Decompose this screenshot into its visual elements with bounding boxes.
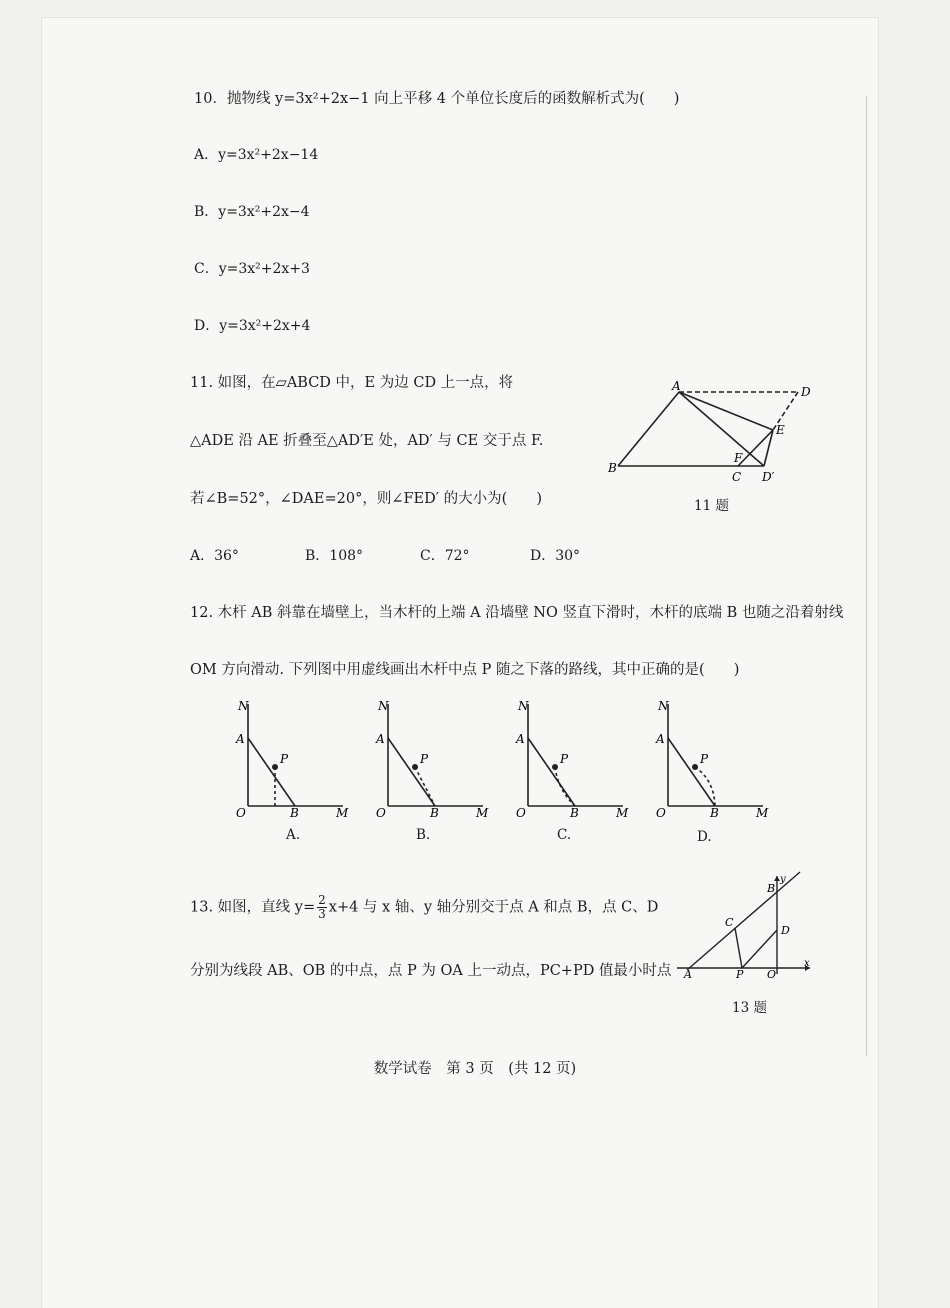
q11-figure xyxy=(606,380,826,510)
q11-option-a[interactable]: A．36° xyxy=(190,548,239,564)
figure-label-n: N xyxy=(238,699,249,713)
figure-label-b: B xyxy=(430,806,439,820)
q11-label-A: A xyxy=(672,380,681,393)
q12-option-d[interactable]: D. xyxy=(697,829,712,845)
figure-label-a: A xyxy=(236,732,245,746)
q11-label-B: B xyxy=(608,461,617,475)
figure-label-p: P xyxy=(700,752,709,766)
figure-label-y: y xyxy=(780,874,786,885)
page-footer: 数学试卷 第 3 页 (共 12 页) xyxy=(373,1061,577,1077)
q12-option-a[interactable]: A. xyxy=(286,827,301,843)
figure-label-b: B xyxy=(570,806,579,820)
figure-label-o: O xyxy=(767,968,777,980)
q11-line2: △ADE 沿 AE 折叠至△AD′E 处，AD′ 与 CE 交于点 F. xyxy=(190,433,544,449)
q11-option-c[interactable]: C．72° xyxy=(420,548,470,564)
q10-stem: 10．抛物线 y=3x²+2x−1 向上平移 4 个单位长度后的函数解析式为( ) xyxy=(194,91,680,107)
figure-label-c: C xyxy=(725,916,734,929)
figure-label-m: M xyxy=(336,806,349,820)
q10-option-b[interactable]: B．y=3x²+2x−4 xyxy=(194,204,310,220)
q12-figure-b xyxy=(368,698,493,820)
figure-label-o: O xyxy=(376,806,386,820)
q11-figure-caption: 11 题 xyxy=(694,498,729,514)
q12-line1: 12. 木杆 AB 斜靠在墙壁上，当木杆的上端 A 沿墙壁 NO 竖直下滑时，木杆的底端 B 也随之沿着射线 xyxy=(190,605,844,621)
q10-option-a[interactable]: A．y=3x²+2x−14 xyxy=(194,147,319,163)
figure-label-o: O xyxy=(656,806,666,820)
q13-figure-caption: 13 题 xyxy=(732,1000,767,1016)
q11-label-E: E xyxy=(776,423,785,437)
figure-label-b: B xyxy=(290,806,299,820)
figure-label-o: O xyxy=(236,806,246,820)
figure-label-a: A xyxy=(376,732,385,746)
q13-figure xyxy=(672,870,822,980)
figure-label-n: N xyxy=(658,699,669,713)
q12-option-b[interactable]: B. xyxy=(416,827,431,843)
q13-line1-post: x+4 与 x 轴、y 轴分别交于点 A 和点 B，点 C、D xyxy=(328,899,659,916)
figure-label-m: M xyxy=(756,806,769,820)
q10-option-d[interactable]: D．y=3x²+2x+4 xyxy=(194,318,311,334)
figure-label-o: O xyxy=(516,806,526,820)
q11-line1: 11. 如图，在▱ABCD 中，E 为边 CD 上一点，将 xyxy=(190,375,514,391)
figure-label-b: B xyxy=(767,882,776,895)
q13-line2: 分别为线段 AB、OB 的中点，点 P 为 OA 上一动点，PC+PD 值最小时点 xyxy=(190,963,672,979)
page-edge-line xyxy=(866,96,867,1056)
q13-frac-num: 2 xyxy=(318,893,326,907)
q13-frac-den: 3 xyxy=(318,907,326,921)
q11-seg-AB xyxy=(618,392,679,466)
q11-label-C: C xyxy=(732,470,742,484)
figure-label-p: P xyxy=(280,752,289,766)
figure-label-b: B xyxy=(710,806,719,820)
figure-label-n: N xyxy=(518,699,529,713)
q12-figure-d xyxy=(648,698,773,820)
figure-label-p: P xyxy=(420,752,429,766)
figure-label-p: P xyxy=(736,968,744,980)
figure-label-m: M xyxy=(616,806,629,820)
figure-label-p: P xyxy=(560,752,569,766)
figure-label-a: A xyxy=(656,732,665,746)
figure-label-a: A xyxy=(516,732,525,746)
q12-figure-c xyxy=(508,698,633,820)
figure-label-d: D xyxy=(781,924,790,937)
figure-label-x: x xyxy=(804,958,810,969)
q11-option-b[interactable]: B．108° xyxy=(305,548,364,564)
q11-seg-AE xyxy=(679,392,773,430)
q10-option-c[interactable]: C．y=3x²+2x+3 xyxy=(194,261,310,277)
q13-line1-pre: 13. 如图，直线 y= xyxy=(190,899,316,916)
q11-label-D1: D′ xyxy=(762,470,775,484)
q11-label-D: D xyxy=(801,385,811,399)
q12-option-c[interactable]: C. xyxy=(557,827,572,843)
figure-label-m: M xyxy=(476,806,489,820)
q11-label-F: F xyxy=(734,451,743,465)
q12-figure-a xyxy=(228,698,353,820)
figure-label-n: N xyxy=(378,699,389,713)
q13-line1 xyxy=(190,894,658,921)
q11-option-d[interactable]: D．30° xyxy=(530,548,581,564)
q11-seg-AD1 xyxy=(679,392,764,466)
q12-line2: OM 方向滑动. 下列图中用虚线画出木杆中点 P 随之下落的路线，其中正确的是( ) xyxy=(190,662,740,678)
figure-label-a: A xyxy=(684,968,692,980)
q11-line3: 若∠B=52°，∠DAE=20°，则∠FED′ 的大小为( ) xyxy=(190,491,542,507)
